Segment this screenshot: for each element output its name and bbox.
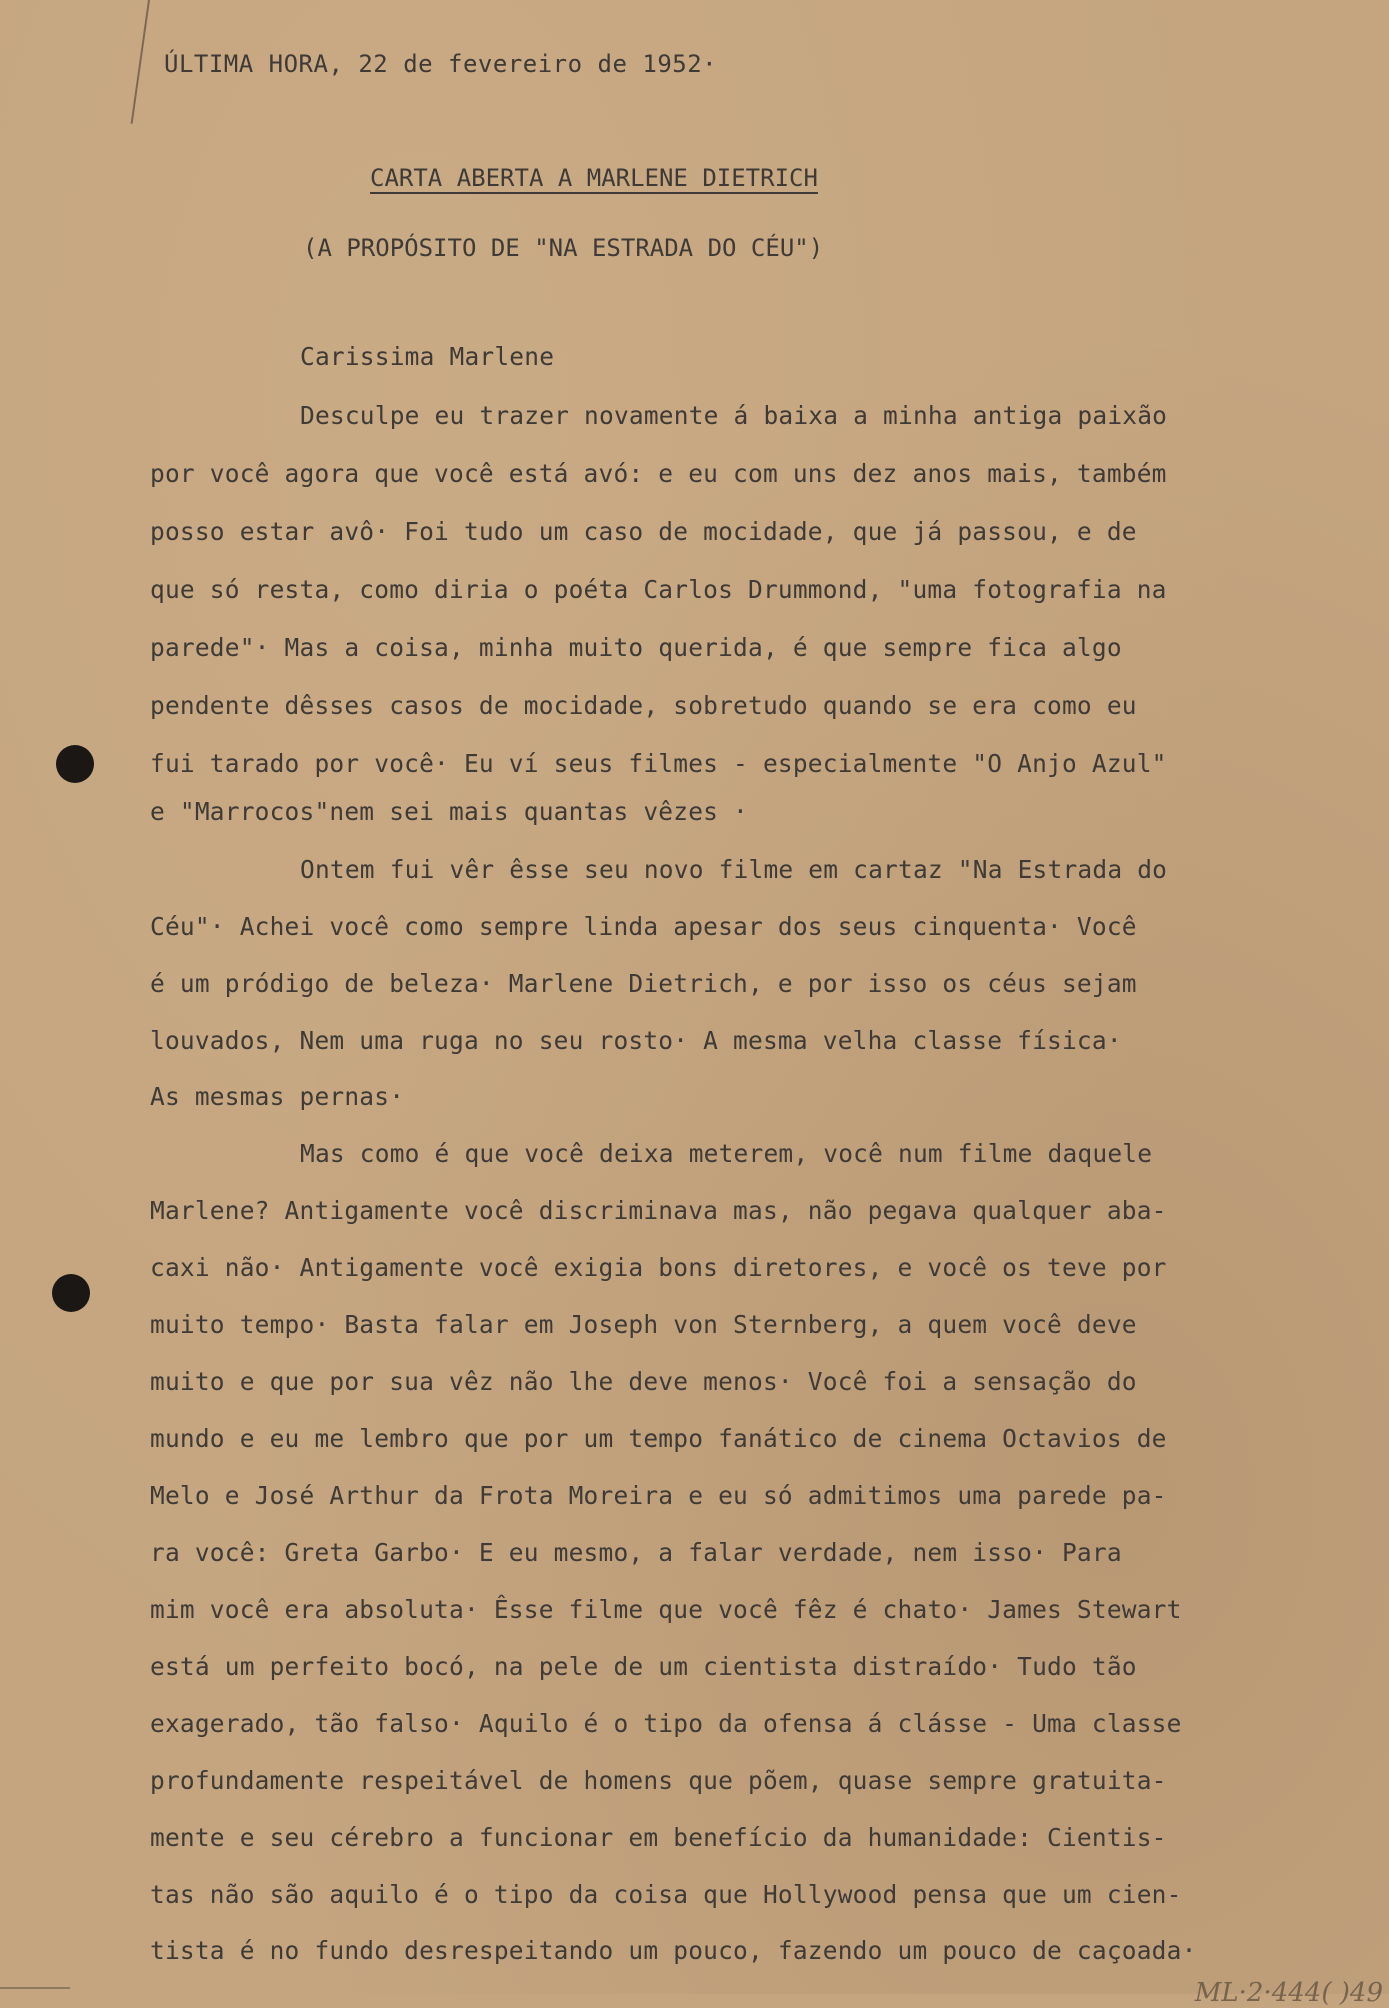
body-line: muito tempo· Basta falar em Joseph von Sternberg, a quem você deve: [150, 1310, 1137, 1339]
body-line: muito e que por sua vêz não lhe deve menos· Você foi a sensação do: [150, 1367, 1137, 1396]
punch-hole: [56, 745, 94, 783]
salutation: Carissima Marlene: [300, 342, 555, 371]
body-line: tista é no fundo desrespeitando um pouco, fazendo um pouco de caçoada·: [150, 1936, 1197, 1965]
body-line: Melo e José Arthur da Frota Moreira e eu só admitimos uma parede pa-: [150, 1481, 1167, 1510]
body-line: caxi não· Antigamente você exigia bons diretores, e você os teve por: [150, 1253, 1167, 1282]
letter-title: CARTA ABERTA A MARLENE DIETRICH: [370, 164, 818, 192]
body-line: mundo e eu me lembro que por um tempo fanático de cinema Octavios de: [150, 1424, 1167, 1453]
body-line: tas não são aquilo é o tipo da coisa que Hollywood pensa que um cien-: [150, 1880, 1182, 1909]
body-line: ra você: Greta Garbo· E eu mesmo, a falar verdade, nem isso· Para: [150, 1538, 1122, 1567]
body-line: mente e seu cérebro a funcionar em benefício da humanidade: Cientis-: [150, 1823, 1167, 1852]
margin-pencil-dash: [0, 1987, 70, 1989]
body-line: é um pródigo de beleza· Marlene Dietrich, e por isso os céus sejam: [150, 969, 1137, 998]
body-line: Desculpe eu trazer novamente á baixa a minha antiga paixão: [300, 401, 1168, 430]
letter-subtitle: (A PROPÓSITO DE "NA ESTRADA DO CÉU"): [303, 234, 824, 262]
archive-pencil-note: ML·2·444( )49: [1194, 1978, 1383, 2008]
newspaper-dateline: ÚLTIMA HORA, 22 de fevereiro de 1952·: [164, 50, 718, 78]
punch-hole: [52, 1274, 90, 1312]
body-line: pendente dêsses casos de mocidade, sobretudo quando se era como eu: [150, 691, 1137, 720]
margin-pencil-rule: [131, 0, 150, 124]
body-line: Marlene? Antigamente você discriminava mas, não pegava qualquer aba-: [150, 1196, 1167, 1225]
body-line: Céu"· Achei você como sempre linda apesar dos seus cinquenta· Você: [150, 912, 1137, 941]
body-line: que só resta, como diria o poéta Carlos Drummond, "uma fotografia na: [150, 575, 1167, 604]
body-line: e "Marrocos"nem sei mais quantas vêzes ·: [150, 797, 749, 826]
body-line: posso estar avô· Foi tudo um caso de mocidade, que já passou, e de: [150, 517, 1137, 546]
body-line: está um perfeito bocó, na pele de um cientista distraído· Tudo tão: [150, 1652, 1137, 1681]
body-line: por você agora que você está avó: e eu com uns dez anos mais, também: [150, 459, 1167, 488]
body-line: parede"· Mas a coisa, minha muito querida, é que sempre fica algo: [150, 633, 1122, 662]
body-line: fui tarado por você· Eu ví seus filmes - especialmente "O Anjo Azul": [150, 749, 1167, 778]
body-line: Ontem fui vêr êsse seu novo filme em cartaz "Na Estrada do: [300, 855, 1168, 884]
body-line: As mesmas pernas·: [150, 1082, 405, 1111]
body-line: Mas como é que você deixa meterem, você num filme daquele: [300, 1139, 1153, 1168]
body-line: profundamente respeitável de homens que põem, quase sempre gratuita-: [150, 1766, 1167, 1795]
body-line: louvados, Nem uma ruga no seu rosto· A mesma velha classe física·: [150, 1026, 1122, 1055]
body-line: exagerado, tão falso· Aquilo é o tipo da ofensa á clásse - Uma classe: [150, 1709, 1182, 1738]
body-line: mim você era absoluta· Êsse filme que você fêz é chato· James Stewart: [150, 1595, 1182, 1624]
